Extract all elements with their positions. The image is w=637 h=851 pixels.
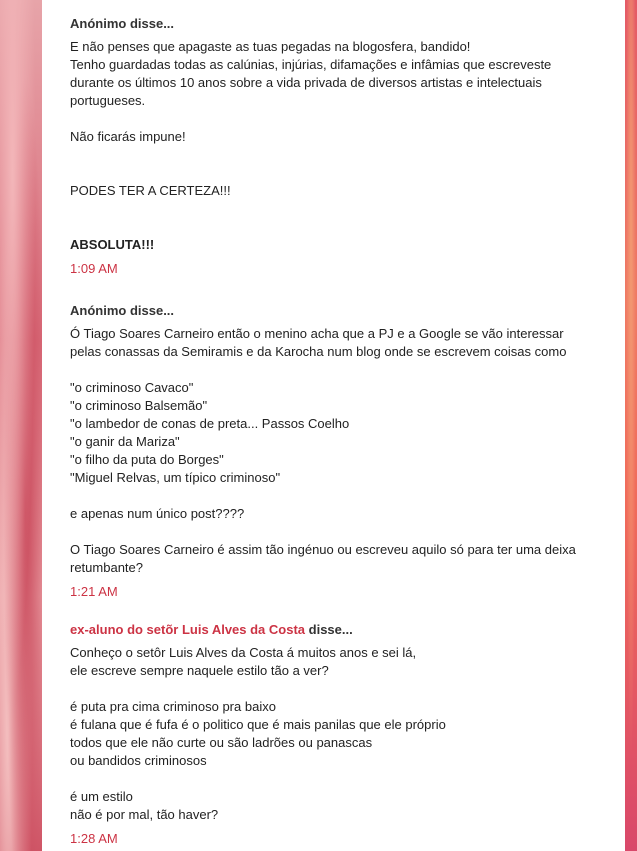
comment-author-line <box>70 302 597 319</box>
comment-says: disse... <box>308 622 353 637</box>
comment-says: disse... <box>129 303 175 318</box>
comment-line <box>70 680 597 698</box>
comment-line: "o criminoso Cavaco" <box>70 380 194 395</box>
comment-body <box>70 38 597 254</box>
page-background-left <box>0 0 42 851</box>
comment-line-bold: ABSOLUTA!!! <box>70 237 155 252</box>
comment-line: pelas conassas da Semiramis e da Karocha num blog onde se escrevem coisas como <box>70 344 567 359</box>
comment-line: "o filho da puta do Borges" <box>70 452 224 467</box>
comment-line: O Tiago Soares Carneiro é assim tão ingénuo ou escreveu aquilo só para ter uma deixa <box>70 542 576 557</box>
comment-3 <box>70 621 597 848</box>
comment-line: E não penses que apagaste as tuas pegadas na blogosfera, bandido! <box>70 39 471 54</box>
comment-line: "Miguel Relvas, um típico criminoso" <box>70 470 281 485</box>
comment-author: Anónimo <box>70 16 127 31</box>
comment-line <box>70 200 597 218</box>
comment-line: "o ganir da Mariza" <box>70 434 180 449</box>
comment-timestamp-link[interactable]: 1:21 AM <box>70 584 118 599</box>
comment-line: durante os últimos 10 anos sobre a vida privada de diversos artistas e intelectuais <box>70 75 542 90</box>
comment-line: ou bandidos criminosos <box>70 753 207 768</box>
comment-line: é um estilo <box>70 789 133 804</box>
comment-line: é fulana que é fufa é o politico que é mais panilas que ele próprio <box>70 717 446 732</box>
comment-line <box>70 361 597 379</box>
comment-author: Anónimo <box>70 303 127 318</box>
comment-line <box>70 146 597 164</box>
comment-line: portugueses. <box>70 93 146 108</box>
comment-body <box>70 325 597 577</box>
comment-line <box>70 770 597 788</box>
comment-line: ele escreve sempre naquele estilo tão a ver? <box>70 663 329 678</box>
comment-1 <box>70 15 597 278</box>
comment-line: "o lambedor de conas de preta... Passos Coelho <box>70 416 350 431</box>
comment-timestamp-link[interactable]: 1:28 AM <box>70 831 118 846</box>
comment-line: é puta pra cima criminoso pra baixo <box>70 699 276 714</box>
comment-line: não é por mal, tão haver? <box>70 807 219 822</box>
comment-says: disse... <box>129 16 175 31</box>
comment-line <box>70 523 597 541</box>
comment-line: PODES TER A CERTEZA!!! <box>70 183 231 198</box>
comment-line <box>70 110 597 128</box>
comment-2 <box>70 302 597 601</box>
comment-author-link[interactable]: ex-aluno do setõr Luis Alves da Costa <box>70 622 306 637</box>
comment-line: Não ficarás impune! <box>70 129 186 144</box>
comment-timestamp-link[interactable]: 1:09 AM <box>70 261 118 276</box>
comment-body <box>70 644 597 824</box>
comment-line: "o criminoso Balsemão" <box>70 398 208 413</box>
comment-line: todos que ele não curte ou são ladrões ou panascas <box>70 735 373 750</box>
comment-line: retumbante? <box>70 560 143 575</box>
comments-panel <box>42 0 625 851</box>
comment-line: Ó Tiago Soares Carneiro então o menino acha que a PJ e a Google se vão interessar <box>70 326 564 341</box>
comment-author-line <box>70 621 597 638</box>
comment-author-line <box>70 15 597 32</box>
comment-line: Conheço o setôr Luis Alves da Costa á muitos anos e sei lá, <box>70 645 417 660</box>
comment-line <box>70 218 597 236</box>
comment-line <box>70 164 597 182</box>
comment-line: Tenho guardadas todas as calúnias, injúrias, difamações e infâmias que escreveste <box>70 57 552 72</box>
comment-line: e apenas num único post???? <box>70 506 245 521</box>
comment-line <box>70 487 597 505</box>
page-background-right <box>625 0 637 851</box>
